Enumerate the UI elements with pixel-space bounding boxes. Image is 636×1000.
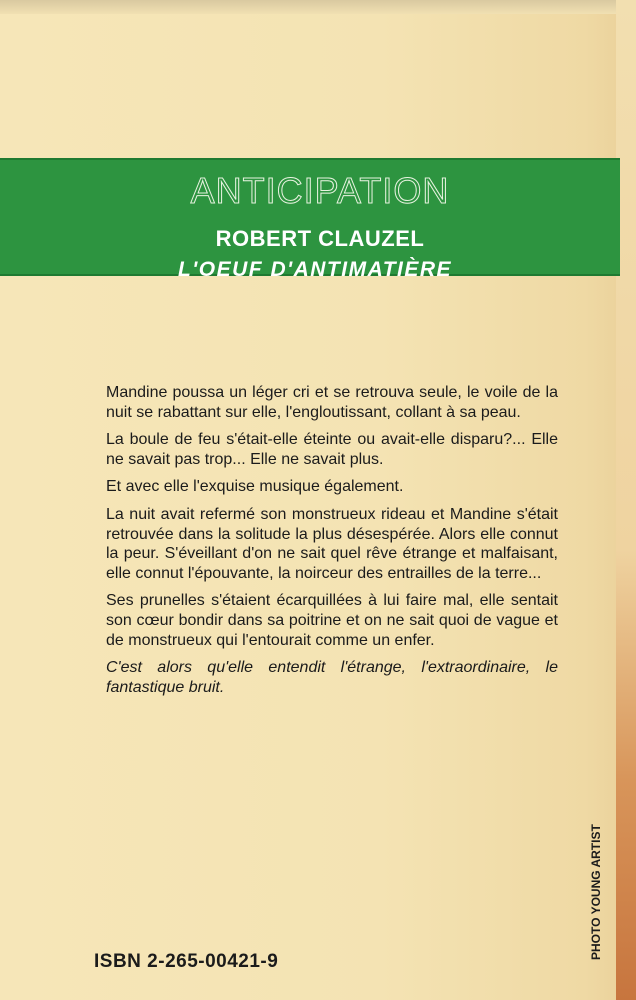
series-name: ANTICIPATION bbox=[190, 170, 450, 211]
blurb-paragraph-5: Ses prunelles s'étaient écarquillées à lui faire mal, elle sentait son cœur bondir dans sa poitrine et on ne sait quoi de vague et de monstrueux qui l'entourait comme un enfer. bbox=[106, 592, 558, 649]
isbn: ISBN 2-265-00421-9 bbox=[94, 951, 279, 972]
blurb-paragraph-3: Et avec elle l'exquise musique également. bbox=[106, 478, 404, 496]
author-name: ROBERT CLAUZEL bbox=[215, 226, 425, 251]
blurb-paragraph-6: C'est alors qu'elle entendit l'étrange, l'extraordinaire, le fantastique bruit. bbox=[106, 659, 558, 696]
blurb-paragraph-4: La nuit avait refermé son monstrueux rideau et Mandine s'était retrouvée dans la solitude la plus désespérée. Alors elle connut la peur. S'éveillant d'on ne sait quel rêve étrange et malfaisant, elle connut l'épouvante, la noirceur des entrailles de la terre... bbox=[106, 505, 558, 582]
blurb-text bbox=[106, 383, 558, 705]
blurb-paragraph-2: La boule de feu s'était-elle éteinte ou avait-elle disparu?... Elle ne savait pas trop... Elle ne savait plus. bbox=[106, 431, 558, 468]
cover-spine-edge bbox=[616, 0, 636, 1000]
photo-credit: PHOTO YOUNG ARTIST bbox=[589, 824, 603, 960]
book-title: L'OEUF D'ANTIMATIÈRE bbox=[177, 258, 453, 281]
cover-top-edge bbox=[0, 0, 636, 14]
blurb-paragraph-1: Mandine poussa un léger cri et se retrouva seule, le voile de la nuit se rabattant sur elle, l'engloutissant, collant à sa peau. bbox=[106, 384, 558, 421]
